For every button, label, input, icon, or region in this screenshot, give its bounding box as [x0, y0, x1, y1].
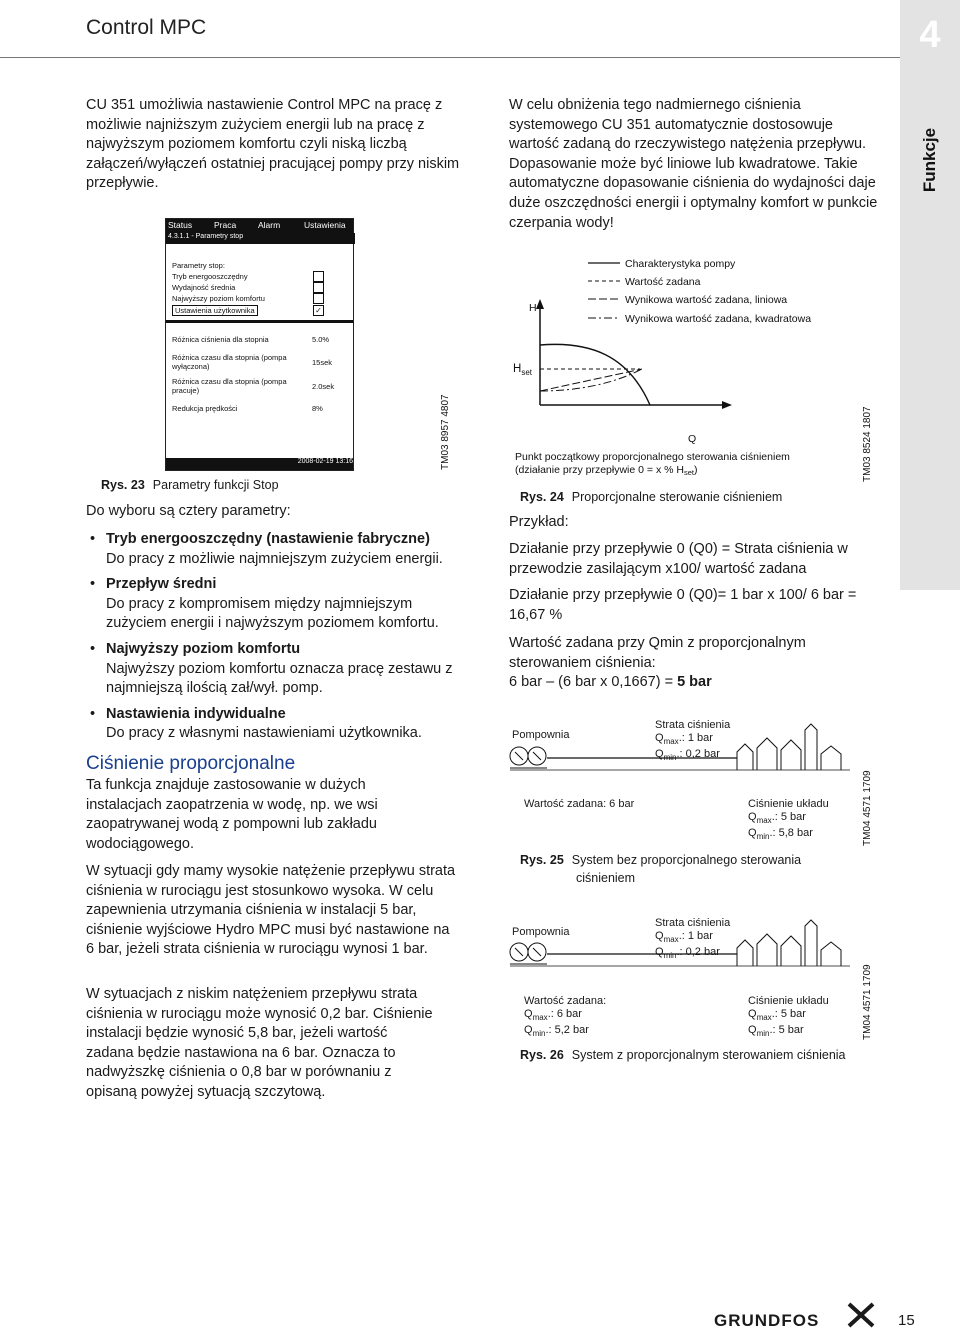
list-item: • Tryb energooszczędny (nastawienie fabryczne) Do pracy z możliwie najmniejszym zużyciem energii. [86, 530, 466, 569]
lcd-param-value: 15sek [312, 358, 333, 367]
paragraph: Ta funkcja znajduje zastosowanie w dużych instalacjach zaopatrzenia w wodę, np. we wsi zaopatrywanej wodą z pompowni lub zakładu wodociągowego. [86, 777, 378, 852]
grundfos-logo: GRUNDFOS [714, 1311, 820, 1330]
house-icons [737, 724, 841, 770]
example-result: Wartość zadana przy Qmin z proporcjonalnym sterowaniem ciśnienia: 6 bar – (6 bar x 0,1667) = 5 bar [509, 635, 806, 691]
x-axis-arrow [722, 401, 732, 409]
lcd-checkbox [313, 293, 324, 304]
page-number: 15 [898, 1312, 915, 1329]
right-intro: W celu obniżenia tego nadmiernego ciśnienia systemowego CU 351 automatycznie dostosowuje wartość zadaną do rzeczywistego natężenia przepływu. Dopasowanie może być liniowe lub kwadratowe. Takie automatyczne dopasowanie ciśnienia do wydajności daje duże oszczędności energii i optymalny komfort w punkcie czerpania wody! [509, 97, 878, 231]
figure-caption [520, 490, 782, 504]
lcd-param-value: 5.0% [312, 335, 330, 344]
system-pressure-block: Ciśnienie układu $Q_{max}$.: 5 bar $Q_{min}$.: 5 bar [748, 995, 829, 1039]
lcd-tab-alarm: Alarm [258, 220, 281, 230]
lcd-subtitle: 4.3.1.1 - Parametry stop [166, 233, 355, 244]
figure-caption [520, 1048, 846, 1062]
lcd-option: Tryb energooszczędny [172, 272, 248, 281]
list-item: • Przepływ średni Do pracy z kompromisem między najmniejszym zużyciem energii i najwyższym poziomem komfortu. [86, 575, 466, 634]
legend-label: Wynikowa wartość zadana, kwadratowa [625, 313, 812, 325]
lcd-checkbox-checked: ✓ [313, 305, 324, 316]
grundfos-logo-mark-icon [846, 1302, 876, 1328]
figure-number: Rys. 25 [520, 853, 564, 867]
lcd-tab-status: Status [168, 220, 193, 230]
list-item: • Najwyższy poziom komfortu Najwyższy poziom komfortu oznacza pracę zestawu z najmniejszą ilością zał/wył. pomp. [86, 640, 466, 699]
header-rule [0, 57, 900, 58]
control-panel-screenshot [165, 218, 354, 471]
figure-caption: Rys. 25 System bez proporcjonalnego sterowania [520, 853, 802, 867]
setpoint-label: Wartość zadana: 6 bar [524, 798, 635, 810]
legend-label: Charakterystyka pompy [625, 258, 736, 270]
lcd-timestamp: 2008-02-19 13:16 [166, 458, 353, 470]
lcd-tab-praca: Praca [214, 220, 237, 230]
pump-curve [540, 344, 650, 405]
legend-label: Wynikowa wartość zadana, liniowa [625, 294, 788, 306]
parameter-list [86, 530, 466, 750]
chart-note: (działanie przy przepływie 0 = x % Hset) [515, 464, 698, 477]
figure-number: Rys. 24 [520, 490, 564, 504]
figure-code: TM03 8957 4807 [440, 394, 451, 470]
figure-caption-text: Parametry funkcji Stop [152, 478, 279, 492]
figure-code: TM03 8524 1807 [862, 406, 873, 482]
house-icons [737, 920, 841, 966]
chapter-number: 4 [919, 14, 941, 56]
lcd-option-selected: Ustawienia użytkownika [172, 305, 258, 316]
x-axis-label: Q [688, 433, 697, 445]
lcd-param-label: Redukcja prędkości [172, 404, 238, 413]
figure-caption-text: ciśnieniem [576, 871, 636, 885]
figure-number: Rys. 23 [101, 478, 145, 492]
station-label: Pompownia [512, 926, 570, 938]
lcd-option: Najwyższy poziom komfortu [172, 294, 265, 303]
figure-code: TM04 4571 1709 [862, 770, 873, 846]
example-label: Przykład: [509, 514, 569, 530]
lcd-param-label: Różnica czasu dla stopnia (pompa wyłączona) [172, 353, 287, 371]
lcd-option: Wydajność średnia [172, 283, 236, 292]
example-line: Działanie przy przepływie 0 (Q0)= 1 bar x 100/ 6 bar = 16,67 % [509, 587, 857, 623]
chart-note: Punkt początkowy proporcjonalnego sterowania ciśnieniem [515, 451, 790, 463]
lcd-param-label: Różnica czasu dla stopnia (pompa pracuje) [172, 377, 287, 395]
y-axis-arrow [536, 299, 544, 309]
lcd-param-label: Różnica ciśnienia dla stopnia [172, 335, 269, 344]
list-item: • Nastawienia indywidualne Do pracy z własnymi nastawieniami użytkownika. [86, 705, 466, 744]
paragraph: W sytuacjach z niskim natężeniem przepływu strata ciśnienia w rurociągu może wynosić 0,2 bar. Ciśnienie instalacji będzie wynosić 5,8 bar, jeżeli wartość zadana będzie nastawiona na 6 bar. Oznacza to nadwyższkę ciśnienia o 0,8 bar w porównaniu z opisaną powyżej sytuacją szczytową. [86, 986, 433, 1100]
figure-caption-text: System z proporcjonalnym sterowaniem ciśnienia [571, 1048, 846, 1062]
left-intro: CU 351 umożliwia nastawienie Control MPC na pracę z możliwie najniższym zużyciem energii lub na pracę z najwyższym poziomem komfortu czyli niską liczbą załączeń/wyłączeń ostatniej pracującej pompy przy niskim przepływie. [86, 97, 460, 192]
lcd-menu-bar [166, 219, 353, 233]
lcd-param-value: 2.0sek [312, 382, 335, 391]
choose-intro: Do wyboru są cztery parametry: [86, 503, 291, 519]
pump-system-diagram [505, 718, 855, 798]
section-title: Ciśnienie proporcjonalne [86, 753, 296, 774]
pressure-loss-block: Strata ciśnienia $Q_{max}$.: 1 bar $Q_{min}$.: 0,2 bar [655, 917, 731, 961]
hset-label: $H_{set}$ [513, 363, 532, 377]
figure-number: Rys. 26 [520, 1048, 564, 1062]
lcd-checkbox [313, 271, 324, 282]
lcd-separator [166, 320, 353, 323]
lcd-tab-ustawienia: Ustawienia [304, 220, 346, 230]
pressure-loss-block: Strata ciśnienia $Q_{max}$.: 1 bar $Q_{min}$.: 0,2 bar [655, 719, 731, 763]
figure-caption [101, 478, 279, 492]
pressure-chart [500, 245, 860, 480]
setpoint-block: Wartość zadana: $Q_{max}$.: 6 bar $Q_{min}$.: 5,2 bar [524, 995, 607, 1039]
chapter-side-tab [905, 80, 955, 240]
figure-code: TM04 4571 1709 [862, 964, 873, 1040]
lcd-param-value: 8% [312, 404, 323, 413]
legend-label: Wartość zadana [625, 276, 701, 288]
page-header-title: Control MPC [86, 16, 207, 39]
station-label: Pompownia [512, 729, 570, 741]
chapter-side-label: Funkcje [920, 127, 939, 193]
lcd-heading: Parametry stop: [172, 261, 225, 270]
system-pressure-block: Ciśnienie układu $Q_{max}$.: 5 bar $Q_{min}$.: 5,8 bar [748, 798, 829, 842]
y-axis-label: H [529, 302, 537, 314]
example-line: Działanie przy przepływie 0 (Q0) = Strata ciśnienia w przewodzie zasilającym x100/ wartość zadana [509, 541, 848, 577]
pump-system-diagram [505, 914, 855, 994]
linear-setpoint-line [540, 369, 642, 391]
paragraph: W sytuacji gdy mamy wysokie natężenie przepływu strata ciśnienia w rurociągu jest stosunkowo wysoka. W celu zapewnienia utrzymania ciśnienia w instalacji 5 bar, ciśnienie wyjściowe Hydro MPC musi być nastawione na 6 bar, jeżeli strata ciśnienia w rurociągu wynosi 1 bar. [86, 863, 456, 958]
lcd-checkbox [313, 282, 324, 293]
figure-caption-text: Proporcjonalne sterowanie ciśnieniem [571, 490, 783, 504]
